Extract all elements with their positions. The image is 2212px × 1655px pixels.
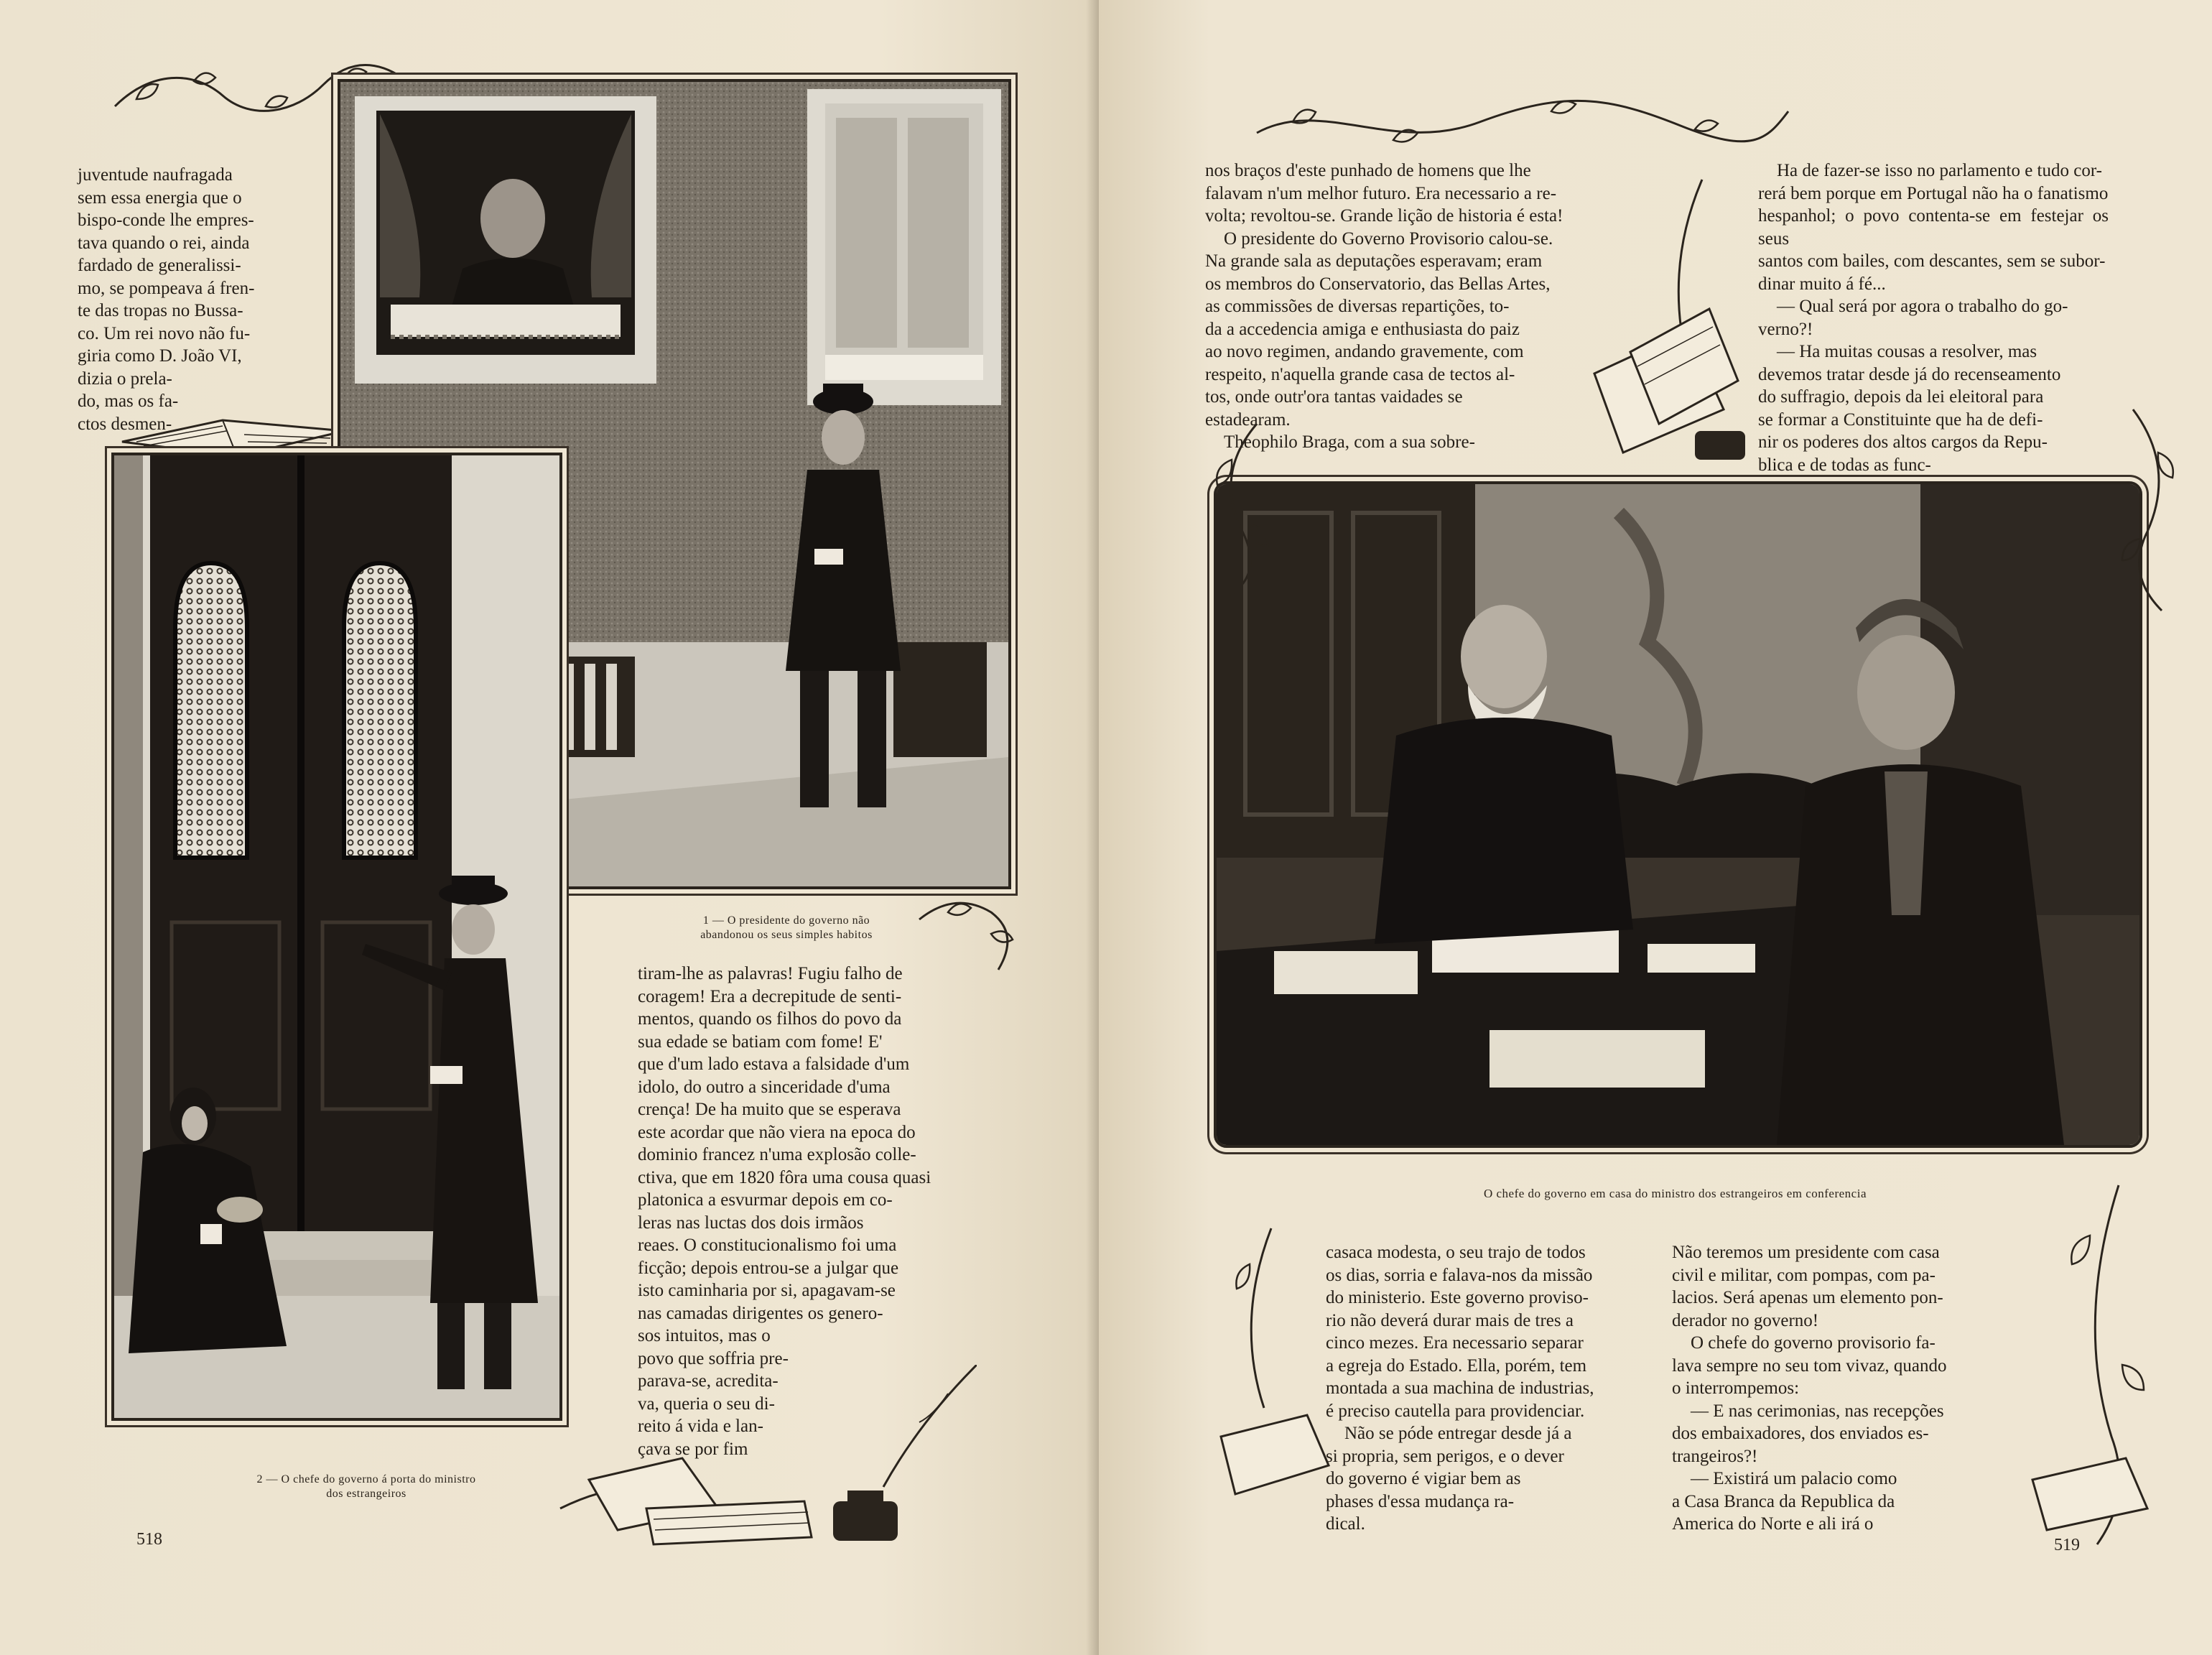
text-line: reito á vida e lan- <box>638 1417 763 1436</box>
photo-conference <box>1214 481 2142 1148</box>
text-line: leras nas luctas dos dois irmãos <box>638 1213 864 1233</box>
text-line: fardado de generalissi- <box>78 256 241 275</box>
text-line: sem essa energia que o <box>78 187 242 208</box>
text-line: O presidente do Governo Provisorio calou-se. <box>1224 228 1553 249</box>
text-line: montada a sua machina de industrias, <box>1326 1378 1594 1398</box>
text-line: mentos, quando os filhos do povo da <box>638 1009 902 1029</box>
text-line: respeito, n'aquella grande casa de tectos al- <box>1205 364 1515 384</box>
caption-line: dos estrangeiros <box>326 1488 406 1500</box>
text-line: ao novo regimen, andando gravemente, com <box>1205 342 1524 361</box>
text-line: do suffragio, depois da lei eleitoral para <box>1758 387 2044 407</box>
text-line: lacios. Será apenas um elemento pon- <box>1672 1288 1943 1307</box>
text-line: mo, se pompeava á fren- <box>78 278 255 298</box>
text-line: rio não deverá durar mais de tres a <box>1326 1310 1574 1330</box>
text-line: coragem! Era a decrepitude de senti- <box>638 986 902 1006</box>
floral-ornament-icon <box>2104 402 2190 618</box>
text-line: Na grande sala as deputações esperavam; eram <box>1205 251 1543 271</box>
text-line: santos com bailes, com descantes, sem se subor- <box>1758 251 2106 271</box>
text-line: estadearam. <box>1205 409 1291 430</box>
text-line: crença! De ha muito que se esperava <box>638 1100 901 1119</box>
text-line: sua edade se batiam com fome! E' <box>638 1032 883 1052</box>
text-line: lava sempre no seu tom vivaz, quando <box>1672 1355 1947 1376</box>
text-line: cinco mezes. Era necessario separar <box>1326 1333 1584 1353</box>
caption-photo-2 <box>201 1473 531 1501</box>
text-line: ctos desmen- <box>78 414 172 434</box>
text-line: que d'um lado estava a falsidade d'um <box>638 1054 910 1074</box>
text-line: si propria, sem perigos, e o dever <box>1326 1446 1564 1466</box>
text-line: derador no governo! <box>1672 1310 1819 1330</box>
text-line: tiram-lhe as palavras! Fugiu falho de <box>638 964 903 983</box>
caption-photo-1 <box>632 914 941 942</box>
page-number-left: 518 <box>136 1530 162 1549</box>
article-column-top-right <box>1758 159 2109 499</box>
text-line: verno?! <box>1758 319 1813 339</box>
text-line: Theophilo Braga, com a sua sobre- <box>1224 432 1475 452</box>
text-line: Não teremos um presidente com casa <box>1672 1243 1940 1262</box>
photo-chief-at-door <box>111 453 562 1421</box>
text-line: hespanhol; o povo contenta-se em festejar os seus <box>1758 206 2109 249</box>
text-line: te das tropas no Bussa- <box>78 301 243 320</box>
text-line: dizia o prela- <box>78 368 172 389</box>
text-line: devemos tratar desde já do recenseamento <box>1758 364 2061 384</box>
caption-line: abandonou os seus simples habitos <box>700 929 873 941</box>
books-ornament-icon <box>1207 1221 1336 1508</box>
text-line: do, mas os fa- <box>78 391 179 411</box>
text-line: dos embaixadores, dos enviados es- <box>1672 1424 1929 1443</box>
text-line: co. Um rei novo não fu- <box>78 323 251 343</box>
text-line: falavam n'um melhor futuro. Era necessario a re- <box>1205 183 1557 203</box>
text-line: idolo, do outro a sinceridade d'uma <box>638 1077 891 1097</box>
text-line: nas camadas dirigentes os genero- <box>638 1303 883 1323</box>
caption-line: 1 — O presidente do governo não <box>702 914 870 927</box>
text-line: ctiva, que em 1820 fôra uma cousa quasi <box>638 1167 931 1187</box>
text-line: Não se póde entregar desde já a <box>1344 1424 1572 1443</box>
text-line: rerá bem porque em Portugal não ha o fanatismo <box>1758 183 2109 203</box>
article-column-bottom-right <box>1672 1241 2002 1536</box>
text-line: O chefe do governo provisorio fa- <box>1691 1333 1936 1353</box>
quill-ornament-icon <box>2004 1178 2176 1552</box>
text-line: dical. <box>1326 1514 1365 1534</box>
books-inkwell-ornament-icon <box>546 1365 977 1552</box>
text-line: o interrompemos: <box>1672 1378 1800 1398</box>
text-line: sos intuitos, mas o <box>638 1326 771 1345</box>
text-line: volta; revoltou-se. Grande lição de historia é esta! <box>1205 206 1563 226</box>
books-ornament-icon <box>1544 172 1781 474</box>
text-line: casaca modesta, o seu trajo de todos <box>1326 1243 1586 1262</box>
text-line: os dias, sorria e falava-nos da missão <box>1326 1265 1593 1285</box>
article-column-top <box>78 164 290 435</box>
text-line: va, queria o seu di- <box>638 1394 775 1414</box>
text-line: é preciso cautella para providenciar. <box>1326 1401 1585 1421</box>
text-line: — Ha muitas cousas a resolver, mas <box>1777 342 2037 361</box>
text-line: nos braços d'este punhado de homens que lhe <box>1205 161 1531 180</box>
text-line: do ministerio. Este governo proviso- <box>1326 1288 1589 1307</box>
text-line: tava quando o rei, ainda <box>78 233 250 253</box>
text-line: bispo-conde lhe empres- <box>78 210 254 230</box>
text-line: a egreja do Estado. Ella, porém, tem <box>1326 1355 1587 1376</box>
text-line: da a accedencia amiga e enthusiasta do paiz <box>1205 319 1520 339</box>
text-line: dinar muito á fé... <box>1758 274 1886 294</box>
text-line: a Casa Branca da Republica da <box>1672 1491 1895 1511</box>
text-line: America do Norte e ali irá o <box>1672 1514 1874 1534</box>
text-line: se formar a Constituinte que ha de defi- <box>1758 409 2043 430</box>
text-line: juventude naufragada <box>78 165 233 185</box>
text-line: tos, onde outr'ora tantas vaidades se <box>1205 387 1463 407</box>
text-line: dominio francez n'uma explosão colle- <box>638 1145 916 1164</box>
left-page <box>0 0 1099 1655</box>
text-line: — E nas cerimonias, nas recepções <box>1691 1401 1944 1421</box>
page-number-right: 519 <box>2054 1536 2080 1554</box>
text-line: Ha de fazer-se isso no parlamento e tudo cor- <box>1777 161 2102 180</box>
text-line: os membros do Conservatorio, das Bellas Artes, <box>1205 274 1551 294</box>
text-line: — Existirá um palacio como <box>1691 1469 1897 1488</box>
text-line: parava-se, acredita- <box>638 1371 779 1391</box>
floral-ornament-icon <box>1199 417 1286 603</box>
text-line: ficção; depois entrou-se a julgar que <box>638 1258 899 1278</box>
text-line: — Qual será por agora o trabalho do go- <box>1777 297 2068 316</box>
text-line: platonica a esvurmar depois em co- <box>638 1190 893 1210</box>
text-line: do governo é vigiar bem as <box>1326 1469 1521 1488</box>
text-line: este acordar que não viera na epoca do <box>638 1122 916 1142</box>
article-column-bottom-left <box>1326 1241 1642 1536</box>
caption-photo-3: O chefe do governo em casa do ministro dos estrangeiros em conferencia <box>1483 1187 1867 1200</box>
text-line: civil e militar, com pompas, com pa- <box>1672 1265 1936 1285</box>
text-line: povo que soffria pre- <box>638 1348 789 1368</box>
text-line: reaes. O constitucionalismo foi uma <box>638 1236 897 1255</box>
text-line: as commissões de diversas repartições, to- <box>1205 297 1510 316</box>
text-line: trangeiros?! <box>1672 1446 1758 1466</box>
text-line: giria como D. João VI, <box>78 346 242 366</box>
caption-line: 2 — O chefe do governo á porta do ministro <box>256 1473 476 1485</box>
right-page <box>1099 0 2212 1655</box>
floral-ornament-icon <box>1250 90 1795 162</box>
text-line: blica e de todas as func- <box>1758 455 1931 475</box>
text-line: nir os poderes dos altos cargos da Repu- <box>1758 432 2048 452</box>
text-line: çava se por fim <box>638 1439 748 1459</box>
text-line: phases d'essa mudança ra- <box>1326 1491 1515 1511</box>
text-line: isto caminharia por si, apagavam-se <box>638 1281 896 1300</box>
